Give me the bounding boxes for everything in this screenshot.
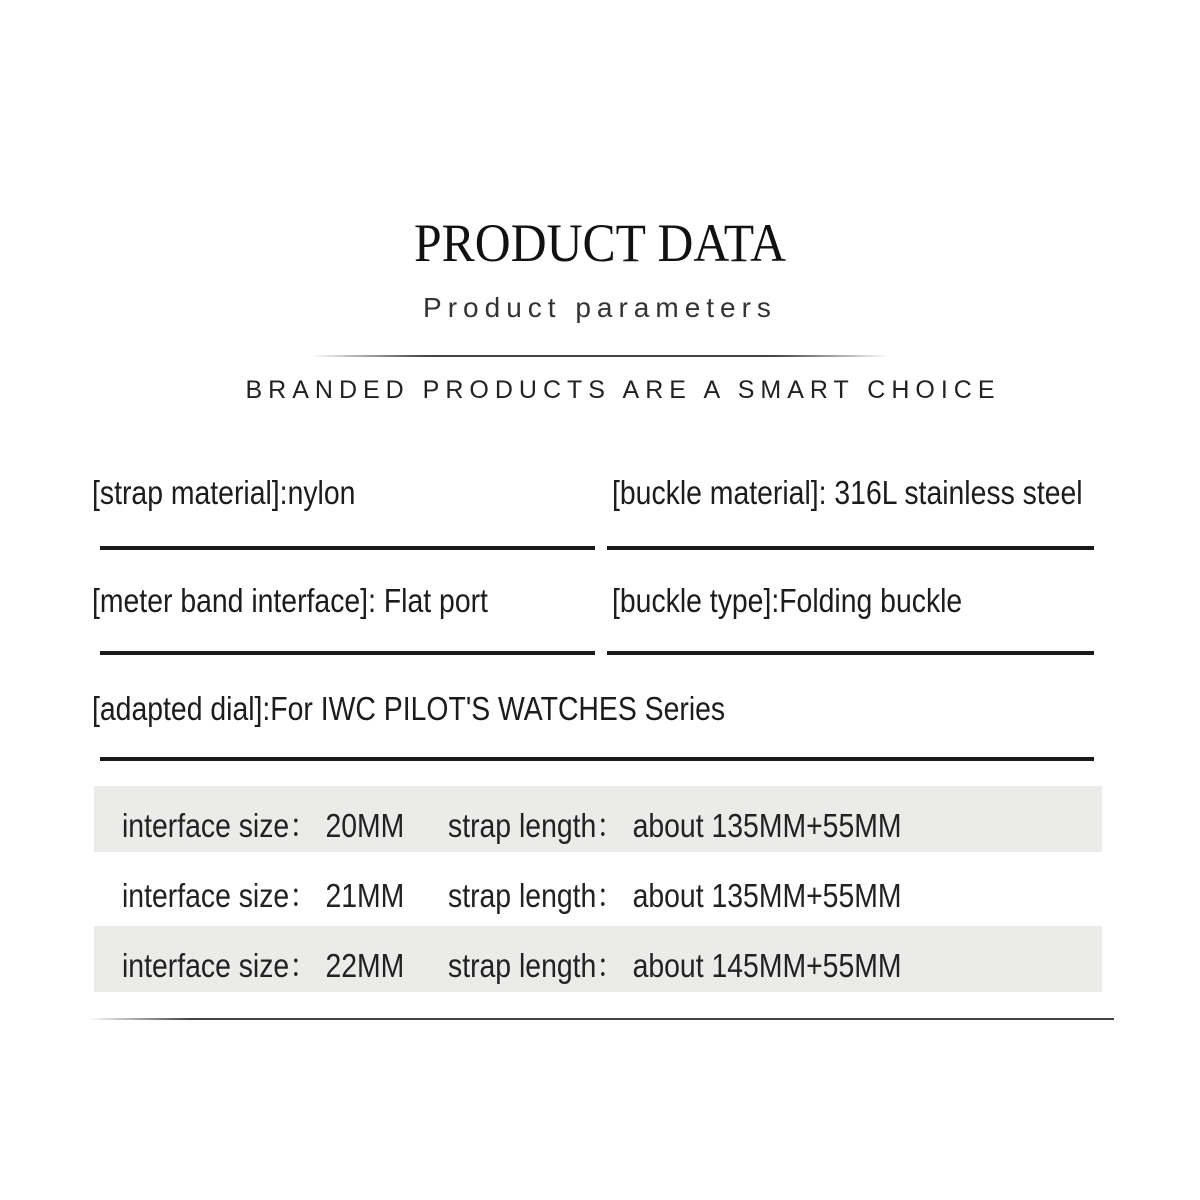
param-adapted-dial: [adapted dial]:For IWC PILOT'S WATCHES Series [92, 690, 726, 727]
rule-row3 [100, 757, 1094, 761]
tagline: BRANDED PRODUCTS ARE A SMART CHOICE [245, 376, 1001, 404]
strap-length-label: strap length： about 135MM+55MM [448, 807, 902, 844]
param-buckle-material: [buckle material]: 316L stainless steel [612, 474, 1083, 511]
interface-size-label: interface size： 22MM [122, 947, 405, 984]
size-row [94, 786, 1102, 852]
size-row [94, 856, 1102, 922]
param-band-interface: [meter band interface]: Flat port [92, 582, 488, 619]
param-strap-material: [strap material]:nylon [92, 474, 356, 511]
rule-row2-right [607, 651, 1094, 655]
header-divider [310, 355, 890, 357]
page-title: PRODUCT DATA [414, 213, 786, 273]
size-row [94, 926, 1102, 992]
rule-row1-left [100, 546, 595, 550]
interface-size-label: interface size： 20MM [122, 807, 405, 844]
page-subtitle: Product parameters [423, 292, 777, 323]
interface-size-label: interface size： 21MM [122, 877, 405, 914]
rule-row1-right [607, 546, 1094, 550]
strap-length-label: strap length： about 145MM+55MM [448, 947, 902, 984]
rule-row2-left [100, 651, 595, 655]
strap-length-label: strap length： about 135MM+55MM [448, 877, 902, 914]
footer-divider [88, 1018, 1114, 1020]
param-buckle-type: [buckle type]:Folding buckle [612, 582, 963, 619]
